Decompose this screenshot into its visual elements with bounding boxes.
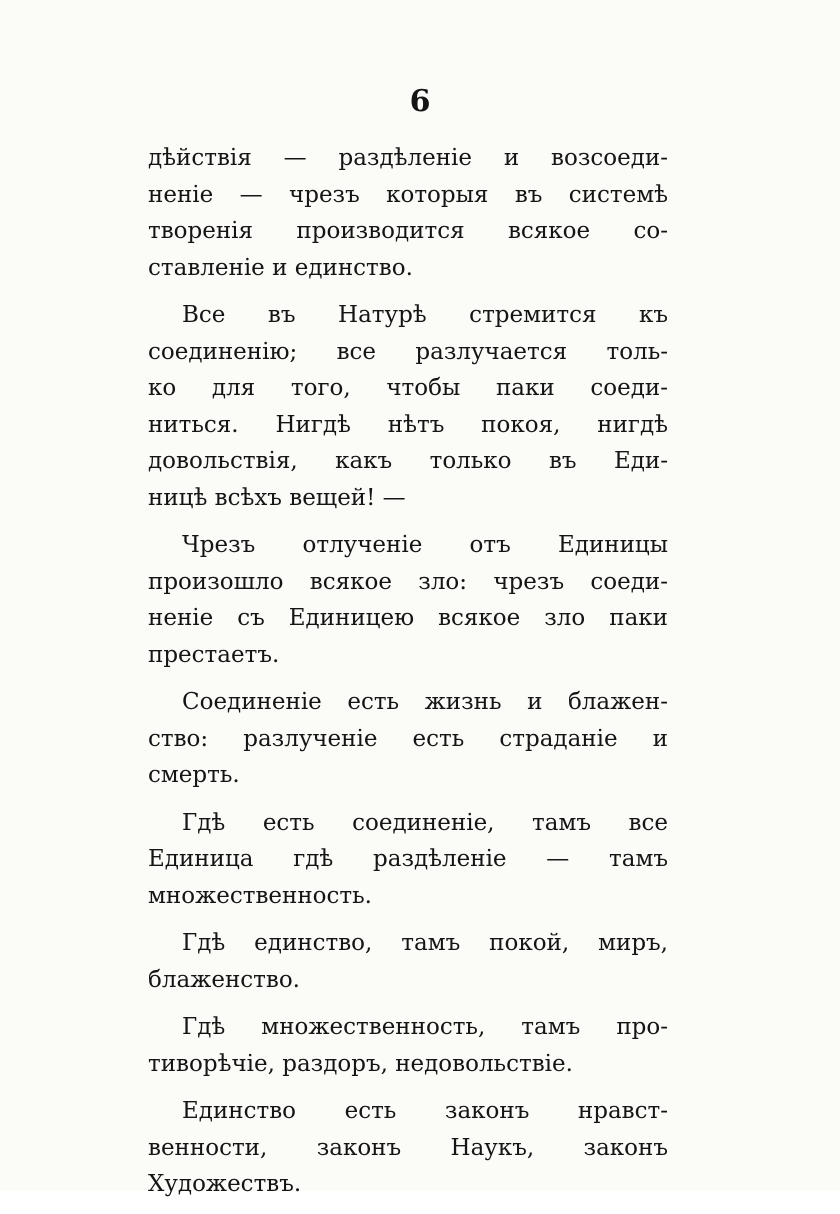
paragraph [148,140,668,286]
text-line: неніе съ Единицею всякое зло паки [148,605,668,631]
paragraph [148,684,668,794]
body-text [148,140,668,1214]
text-line: Все въ Натурѣ стремится къ [182,302,668,328]
text-line: тиворѣчіе, раздоръ, недовольствіе. [148,1050,573,1077]
text-line: блаженство. [148,966,300,993]
text-line: ставленіе и единство. [148,254,413,281]
paragraph [148,1009,668,1082]
paragraph [148,805,668,915]
text-line: произошло всякое зло: чрезъ соеди- [148,568,668,595]
text-line: ко для того, чтобы паки соеди- [148,375,668,401]
text-line: смерть. [148,762,240,788]
text-line: ницѣ всѣхъ вещей! — [148,484,406,511]
text-line: Гдѣ есть соединеніе, тамъ все [182,809,668,836]
paragraph [148,1093,668,1203]
text-line: Художествъ. [148,1171,302,1197]
text-line: Гдѣ множественность, тамъ про- [182,1014,668,1040]
paragraph [148,925,668,998]
text-line: дѣйствія — раздѣленіе и возсоеди- [148,145,668,171]
page-number: 6 [409,84,431,119]
text-line: творенія производится всякое со- [148,218,668,244]
text-line: венности, законъ Наукъ, законъ [148,1134,668,1161]
text-line: ство: разлученіе есть страданіе и [148,725,668,752]
text-line: Единица гдѣ раздѣленіе — тамъ [148,846,668,872]
text-line: множественность. [148,882,372,909]
text-line: ниться. Нигдѣ нѣтъ покоя, нигдѣ [148,411,668,438]
text-line: Гдѣ единство, тамъ покой, миръ, [182,930,668,956]
text-line: Единство есть законъ нравст- [182,1098,668,1124]
text-line: соединенію; все разлучается толь- [148,338,668,365]
paragraph [148,297,668,516]
text-line: Соединеніе есть жизнь и блажен- [182,689,668,715]
text-line: довольствія, какъ только въ Еди- [148,448,668,474]
text-line: неніе — чрезъ которыя въ системѣ [148,181,668,208]
text-line: престаетъ. [148,641,280,668]
paragraph [148,527,668,673]
text-line: Чрезъ отлученіе отъ Единицы [182,532,668,558]
